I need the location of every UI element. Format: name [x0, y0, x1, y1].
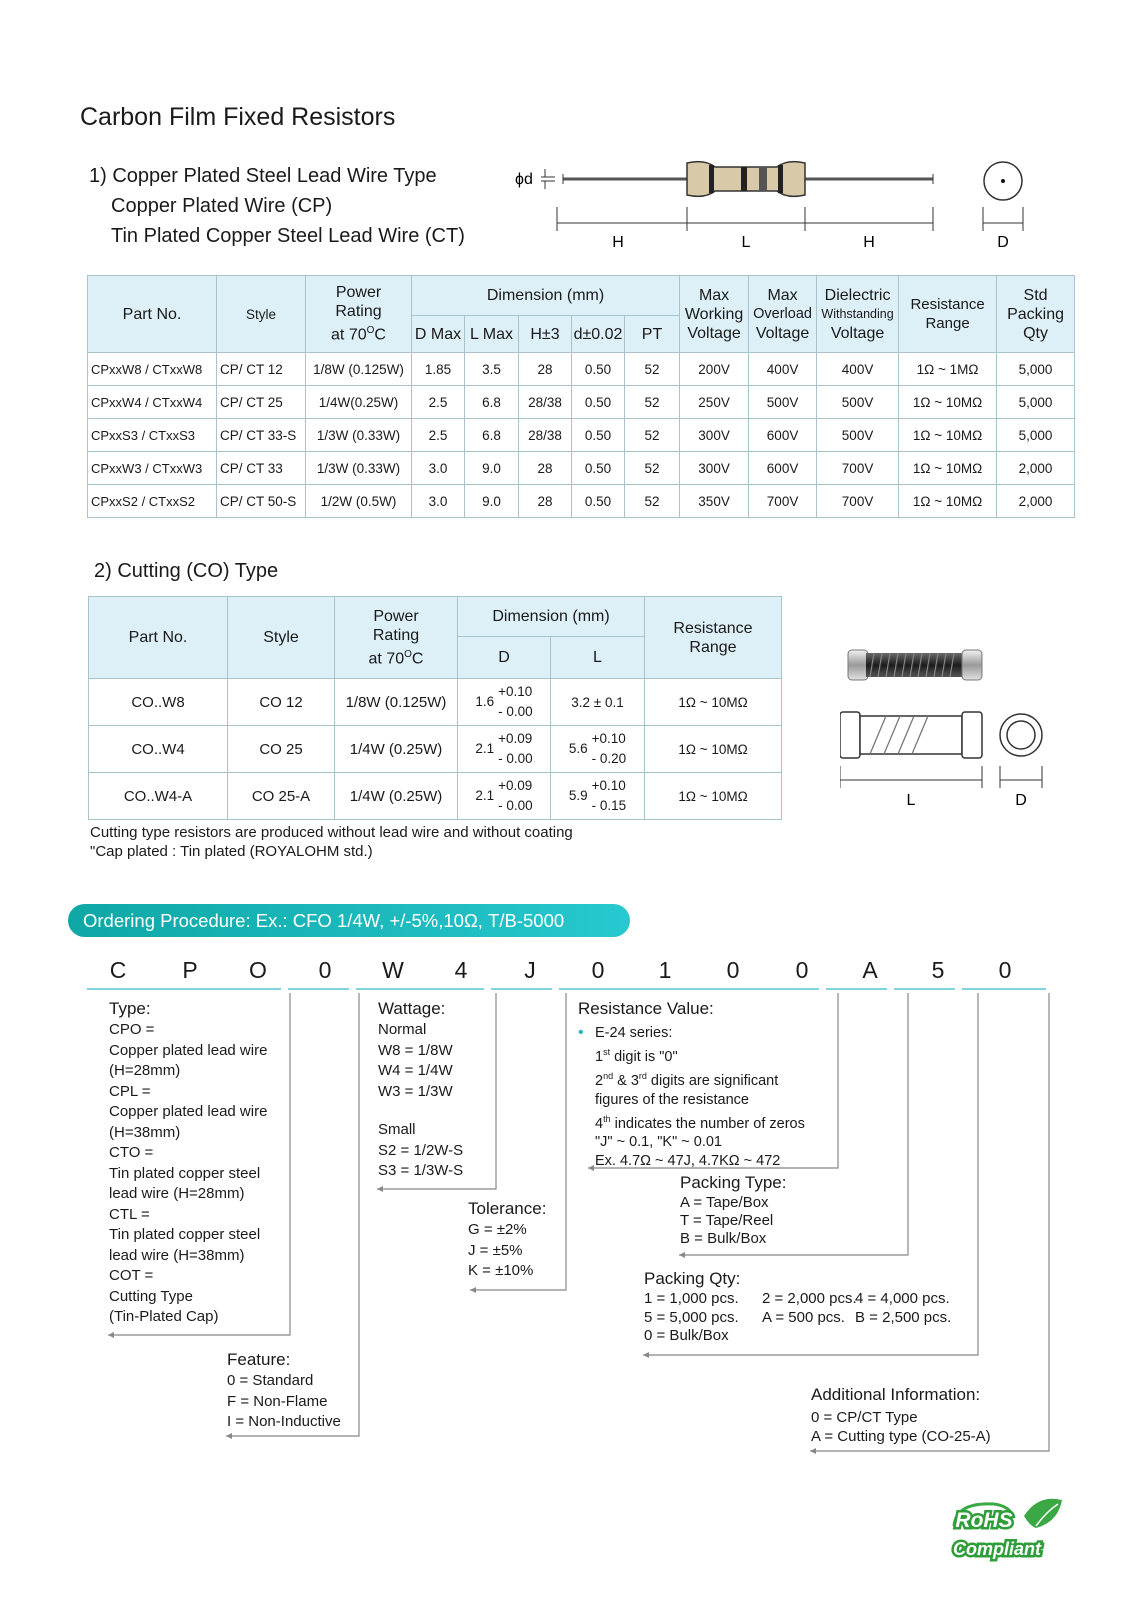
type-line: Copper plated lead wire	[109, 1041, 268, 1059]
code-char: 1	[658, 957, 672, 983]
co-label-l: L	[906, 792, 916, 809]
resistance-line-3: figures of the resistance	[595, 1091, 749, 1108]
table-cell: 0.50	[572, 419, 625, 452]
th-d: d±0.02	[572, 316, 625, 353]
power-cell: 1/4W (0.25W)	[335, 726, 458, 773]
th-l-max: L Max	[465, 316, 519, 353]
t2-th-d: D	[458, 637, 551, 679]
resistance-line-4: 4th indicates the number of zeros	[595, 1113, 805, 1132]
table-cell: 52	[625, 386, 680, 419]
d-cell: 1.6 +0.10 - 0.00	[458, 679, 551, 726]
t2-th-part-no: Part No.	[89, 597, 228, 679]
part-no-cell: CO..W4	[89, 726, 228, 773]
table-cell: 700V	[817, 452, 899, 485]
feature-line: 0 = Standard	[227, 1372, 314, 1389]
label-d: D	[997, 234, 1009, 251]
type-line: lead wire (H=28mm)	[109, 1185, 245, 1202]
t2-th-power-rating: Power Rating at $70^OC$	[335, 597, 458, 679]
table-cell: CPxxW8 / CTxxW8	[88, 353, 217, 386]
type-line: CTL =	[109, 1205, 150, 1223]
table-cell: 700V	[817, 485, 899, 518]
table-cell: 1.85	[412, 353, 465, 386]
code-char: 0	[318, 957, 332, 983]
rohs-text: RoHS	[955, 1509, 1013, 1532]
part-no-cell: CO..W4-A	[89, 773, 228, 820]
table-cell: 600V	[749, 452, 817, 485]
code-char: A	[862, 957, 878, 983]
feature-line: I = Non-Inductive	[227, 1413, 341, 1430]
table-cell: 700V	[749, 485, 817, 518]
table-cell: 3.0	[412, 485, 465, 518]
resistance-line-1: 1st digit is "0"	[595, 1047, 678, 1065]
table-cell: CP/ CT 50-S	[217, 485, 306, 518]
table-cell: CP/ CT 33	[217, 452, 306, 485]
part-no-cell: CO..W8	[89, 679, 228, 726]
code-char: C	[109, 957, 127, 983]
note-line-1: Cutting type resistors are produced without lead wire and without coating	[90, 824, 573, 841]
table-cell: 5,000	[997, 419, 1075, 452]
style-cell: CO 25-A	[228, 773, 335, 820]
phi-d-label: ϕd	[515, 171, 533, 188]
ordering-procedure-banner: Ordering Procedure: Ex.: CFO 1/4W, +/-5%,10Ω, T/B-5000	[68, 904, 630, 937]
wattage-line: S3 = 1/3W-S	[378, 1162, 464, 1179]
d-cell: 2.1 +0.09 - 0.00	[458, 726, 551, 773]
code-char: J	[524, 957, 536, 983]
table-cell: 3.0	[412, 452, 465, 485]
leaf-icon	[1024, 1499, 1062, 1528]
table-cell: 1Ω ~ 10MΩ	[899, 452, 997, 485]
resistance-bullet: E-24 series:	[595, 1025, 673, 1041]
table-cell: 500V	[817, 386, 899, 419]
wattage-small-heading: Small	[378, 1121, 416, 1138]
tolerance-line: K = ±10%	[468, 1262, 534, 1279]
section1-line-3: Tin Plated Copper Steel Lead Wire (CT)	[111, 225, 465, 247]
table-cell: 400V	[749, 353, 817, 386]
wattage-line: Normal	[378, 1021, 427, 1038]
table-cell: 300V	[680, 419, 749, 452]
code-char: 5	[931, 957, 945, 983]
type-line: (Tin-Plated Cap)	[109, 1308, 219, 1325]
co-label-d: D	[1015, 792, 1027, 809]
packing-type-line: A = Tape/Box	[680, 1194, 769, 1211]
type-line: CPL =	[109, 1082, 151, 1100]
table-cell: 28	[519, 485, 572, 518]
tolerance-line: J = ±5%	[468, 1241, 523, 1259]
table-cell: 2.5	[412, 386, 465, 419]
th-d-max: D Max	[412, 316, 465, 353]
t2-th-l: L	[551, 637, 645, 679]
type-block	[109, 998, 267, 1328]
packing-qty-block	[644, 1268, 974, 1350]
packing-qty-line: 1 = 1,000 pcs.	[644, 1290, 739, 1307]
wattage-line: W4 = 1/4W	[378, 1062, 453, 1079]
packing-qty-line: B = 2,500 pcs.	[855, 1308, 952, 1326]
table-cell: 1/8W (0.125W)	[306, 353, 412, 386]
resistance-value-block	[578, 998, 805, 1171]
type-line: Tin plated copper steel	[109, 1226, 261, 1243]
table-cell: CP/ CT 12	[217, 353, 306, 386]
th-style: Style	[217, 276, 306, 353]
type-line: (H=28mm)	[109, 1062, 181, 1079]
th-dielectric-voltage: Dielectric Withstanding Voltage	[817, 276, 899, 353]
t2-th-resistance-range: Resistance Range	[645, 597, 782, 679]
packing-type-line: T = Tape/Reel	[680, 1212, 774, 1229]
tolerance-block	[468, 1198, 546, 1282]
code-char: W	[382, 957, 404, 983]
t2-th-style: Style	[228, 597, 335, 679]
l-cell: 5.9 +0.10 - 0.15	[551, 773, 645, 820]
table-cell: CPxxW3 / CTxxW3	[88, 452, 217, 485]
table-cell: 0.50	[572, 386, 625, 419]
wattage-block	[378, 998, 463, 1182]
l-cell: 5.6 +0.10 - 0.20	[551, 726, 645, 773]
table-cell: 28	[519, 452, 572, 485]
additional-line: 0 = CP/CT Type	[811, 1409, 918, 1426]
range-cell: 1Ω ~ 10MΩ	[645, 726, 782, 773]
wattage-heading: Wattage:	[378, 999, 446, 1018]
code-char: 0	[726, 957, 740, 983]
table-cell: 9.0	[465, 452, 519, 485]
code-char: 0	[795, 957, 809, 983]
packing-qty-line: A = 500 pcs.	[762, 1308, 845, 1326]
label-h-right: H	[863, 234, 875, 251]
code-char: O	[249, 957, 267, 983]
type-line: (H=38mm)	[109, 1123, 181, 1141]
table-cell: 6.8	[465, 419, 519, 452]
resistance-line-5: "J" ~ 0.1, "K" ~ 0.01	[595, 1134, 722, 1151]
packing-type-block	[680, 1172, 786, 1248]
type-line: Tin plated copper steel	[109, 1164, 261, 1182]
table-cell: 2,000	[997, 452, 1075, 485]
additional-info-block	[811, 1384, 991, 1446]
style-cell: CO 25	[228, 726, 335, 773]
table-cell: CP/ CT 33-S	[217, 419, 306, 452]
l-cell: 3.2 ± 0.1	[551, 679, 645, 726]
table-cell: CP/ CT 25	[217, 386, 306, 419]
th-h: H±3	[519, 316, 572, 353]
table-cell: CPxxS2 / CTxxS2	[88, 485, 217, 518]
type-line: CTO =	[109, 1144, 154, 1161]
table-cell: 500V	[749, 386, 817, 419]
table-cell: 1/3W (0.33W)	[306, 452, 412, 485]
th-std-packing-qty: Std Packing Qty	[997, 276, 1075, 353]
table-cell: 9.0	[465, 485, 519, 518]
table-cell: 1/2W (0.5W)	[306, 485, 412, 518]
additional-line: A = Cutting type (CO-25-A)	[811, 1428, 991, 1445]
label-l: L	[741, 234, 751, 251]
th-part-no: Part No.	[88, 276, 217, 353]
d-cell: 2.1 +0.09 - 0.00	[458, 773, 551, 820]
t2-th-dimension: Dimension (mm)	[458, 597, 645, 637]
table-cell: 350V	[680, 485, 749, 518]
table-cell: 0.50	[572, 452, 625, 485]
wattage-line: W3 = 1/3W	[378, 1082, 453, 1100]
bullet-icon: •	[578, 1024, 584, 1041]
resistance-heading: Resistance Value:	[578, 999, 714, 1018]
table-cell: 1/3W (0.33W)	[306, 419, 412, 452]
packing-type-heading: Packing Type:	[680, 1173, 787, 1192]
table-cell: 6.8	[465, 386, 519, 419]
section1-line-1: 1) Copper Plated Steel Lead Wire Type	[89, 165, 437, 187]
table-cell: 2,000	[997, 485, 1075, 518]
rohs-compliant-logo	[940, 1498, 1065, 1568]
table-cell: 200V	[680, 353, 749, 386]
table-cell: 250V	[680, 386, 749, 419]
power-cell: 1/8W (0.125W)	[335, 679, 458, 726]
resistance-line-6: Ex. 4.7Ω ~ 47J, 4.7KΩ ~ 472	[595, 1153, 781, 1170]
table-cell: 600V	[749, 419, 817, 452]
page-title: Carbon Film Fixed Resistors	[80, 103, 396, 131]
tolerance-heading: Tolerance:	[468, 1199, 547, 1218]
table-cell: 28/38	[519, 386, 572, 419]
table-cell: 0.50	[572, 485, 625, 518]
type-line: COT =	[109, 1267, 154, 1284]
table-cell: 3.5	[465, 353, 519, 386]
wattage-line: W8 = 1/8W	[378, 1041, 453, 1059]
code-char: 0	[998, 957, 1012, 983]
table-cell: 500V	[817, 419, 899, 452]
table-cell: 28	[519, 353, 572, 386]
table-cell: 0.50	[572, 353, 625, 386]
table-cell: CPxxW4 / CTxxW4	[88, 386, 217, 419]
th-dimension: Dimension (mm)	[412, 276, 680, 316]
type-line: Copper plated lead wire	[109, 1103, 268, 1120]
type-line: lead wire (H=38mm)	[109, 1246, 245, 1264]
table-cell: 2.5	[412, 419, 465, 452]
table-cell: 52	[625, 353, 680, 386]
compliant-text: Compliant	[953, 1539, 1041, 1559]
feature-heading: Feature:	[227, 1350, 291, 1369]
feature-line: F = Non-Flame	[227, 1392, 328, 1410]
table-cell: 5,000	[997, 386, 1075, 419]
note-line-2: "Cap plated : Tin plated (ROYALOHM std.)	[90, 843, 373, 860]
table-cell: 52	[625, 419, 680, 452]
code-char: 0	[591, 957, 605, 983]
table-cell: 52	[625, 452, 680, 485]
additional-heading: Additional Information:	[811, 1385, 981, 1404]
type-line: CPO =	[109, 1021, 155, 1038]
table-cell: CPxxS3 / CTxxS3	[88, 419, 217, 452]
code-char: P	[182, 957, 198, 983]
range-cell: 1Ω ~ 10MΩ	[645, 679, 782, 726]
code-char: 4	[454, 957, 468, 983]
th-resistance-range: Resistance Range	[899, 276, 997, 353]
th-max-overload-voltage: Max Overload Voltage	[749, 276, 817, 353]
section2-heading: 2) Cutting (CO) Type	[94, 560, 279, 582]
packing-qty-line: 5 = 5,000 pcs.	[644, 1308, 739, 1326]
table-cell: 1Ω ~ 10MΩ	[899, 386, 997, 419]
th-power-rating: Power Rating at $70^OC$	[306, 276, 412, 353]
th-max-working-voltage: Max Working Voltage	[680, 276, 749, 353]
packing-qty-line: 2 = 2,000 pcs.	[762, 1290, 857, 1307]
section1-line-2: Copper Plated Wire (CP)	[111, 195, 333, 217]
table-cell: 1Ω ~ 10MΩ	[899, 419, 997, 452]
type-heading: Type:	[109, 999, 151, 1018]
table-cell: 1Ω ~ 1MΩ	[899, 353, 997, 386]
label-h-left: H	[612, 234, 624, 251]
tolerance-line: G = ±2%	[468, 1221, 527, 1238]
table-cell: 300V	[680, 452, 749, 485]
table-cell: 52	[625, 485, 680, 518]
style-cell: CO 12	[228, 679, 335, 726]
th-pt: PT	[625, 316, 680, 353]
table-cell: 400V	[817, 353, 899, 386]
power-cell: 1/4W (0.25W)	[335, 773, 458, 820]
type-line: Cutting Type	[109, 1287, 193, 1305]
packing-qty-line: 4 = 4,000 pcs.	[855, 1290, 950, 1307]
packing-qty-line: 0 = Bulk/Box	[644, 1327, 729, 1344]
packing-qty-heading: Packing Qty:	[644, 1269, 741, 1288]
table-cell: 5,000	[997, 353, 1075, 386]
feature-block	[227, 1349, 341, 1433]
table-cell: 28/38	[519, 419, 572, 452]
wattage-line: S2 = 1/2W-S	[378, 1141, 464, 1159]
packing-type-line: B = Bulk/Box	[680, 1230, 767, 1247]
table-cell: 1Ω ~ 10MΩ	[899, 485, 997, 518]
table-cell: 1/4W(0.25W)	[306, 386, 412, 419]
resistance-line-2: 2nd & 3rd digits are significant	[595, 1070, 779, 1089]
range-cell: 1Ω ~ 10MΩ	[645, 773, 782, 820]
